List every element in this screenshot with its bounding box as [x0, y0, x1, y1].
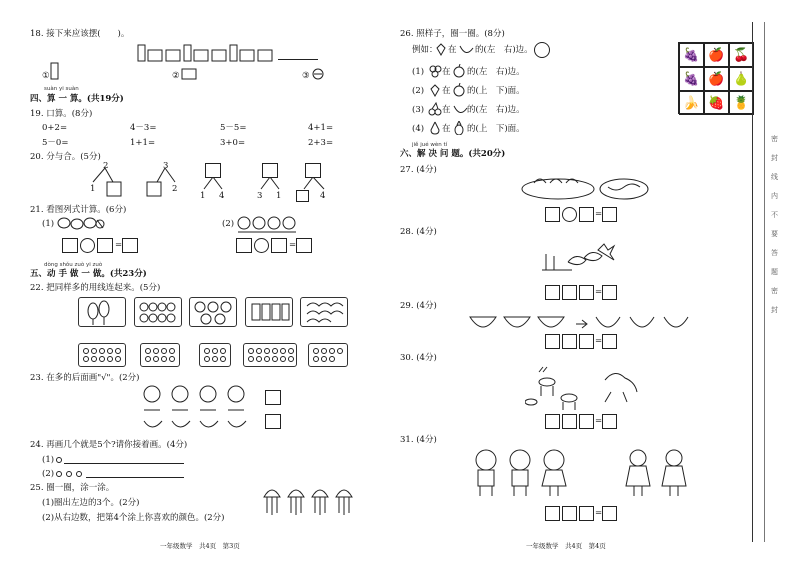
birds-on-branch-icon	[540, 240, 620, 279]
q21-1-box2[interactable]	[97, 238, 113, 253]
q28-box3[interactable]	[579, 285, 594, 300]
q31-box1[interactable]	[545, 506, 560, 521]
binding-line-2	[764, 22, 765, 542]
grapes-icon: 🍇	[679, 67, 704, 91]
split-tree-5-box	[296, 190, 309, 202]
grapes-icon: 🍇	[679, 43, 704, 67]
banana-icon: 🍌	[679, 91, 704, 115]
jellyfish-icon[interactable]	[262, 483, 358, 524]
q20-n5: 1	[200, 191, 206, 201]
q19-r2c1: 5－0=	[42, 138, 69, 148]
q21-2-eq: =	[289, 240, 297, 250]
q19-r1c2: 4－3=	[130, 123, 157, 133]
q18-opt1: ①	[42, 71, 50, 81]
q18-opt2: ②	[172, 71, 180, 81]
cherry-icon: 🍒	[729, 43, 754, 67]
q26-example-circle	[534, 42, 550, 58]
monkeys-icon	[140, 384, 260, 417]
q28-box4[interactable]	[602, 285, 617, 300]
apple-icon	[452, 64, 466, 81]
q26-ex-tail: 的(左 右)边。	[475, 45, 533, 55]
q26-3-mid: 在	[442, 105, 451, 115]
sec4-pinyin: suàn yi suàn	[44, 86, 79, 92]
q27-eq: =	[595, 209, 603, 219]
q20-title: 20. 分与合。(5分)	[30, 152, 101, 162]
q26-4-mid: 在	[442, 124, 451, 134]
q22-dots-1[interactable]	[78, 343, 126, 367]
q21-1-box3[interactable]	[122, 238, 138, 253]
bananas-icon	[140, 415, 260, 436]
q24-circle	[56, 471, 62, 477]
q22-dots-2[interactable]	[140, 343, 180, 367]
q27-box3[interactable]	[602, 207, 617, 222]
q23-check-box-1[interactable]	[265, 390, 281, 405]
footer-left: 一年级数学 共4页 第3页	[160, 542, 240, 550]
q21-2-box3[interactable]	[296, 238, 312, 253]
q25-title: 25. 圈一圈，涂一涂。	[30, 483, 115, 493]
q26-4-tail: 的(上 下)面。	[467, 124, 525, 134]
deer-icon	[525, 366, 640, 415]
q26-2-no: (2)	[412, 86, 425, 96]
q30-box1[interactable]	[545, 414, 560, 429]
q19-r2c2: 1+1=	[130, 138, 156, 148]
q26-1-tail: 的(左 右)边。	[467, 67, 525, 77]
q19-r2c3: 3+0=	[220, 138, 246, 148]
q26-2-mid: 在	[442, 86, 451, 96]
strawberry-icon: 🍓	[704, 91, 729, 115]
q31-box3[interactable]	[579, 506, 594, 521]
fruit-grid	[678, 42, 754, 114]
split-tree-5-top	[305, 163, 321, 178]
q19-r2c4: 2+3=	[308, 138, 334, 148]
q26-2-tail: 的(上 下)面。	[467, 86, 525, 96]
sec5-pinyin: dòng shǒu zuò yi zuò	[44, 262, 103, 268]
q29-box2[interactable]	[562, 334, 577, 349]
banana-icon	[452, 102, 468, 119]
pineapple-icon	[452, 121, 466, 138]
split-tree-3-top	[205, 163, 221, 178]
q26-ex-mid: 在	[448, 45, 457, 55]
binding-text: 密 封 线 内 不 要 答 题 密 封	[771, 135, 778, 314]
opt1-block-icon	[50, 62, 60, 83]
q20-n6: 4	[219, 191, 225, 201]
q27-op[interactable]	[562, 207, 577, 222]
q24-line-2[interactable]	[86, 477, 184, 478]
q18-title: 18. 接下来应该摆( )。	[30, 29, 130, 39]
q24-circle	[66, 471, 72, 477]
q24-line-1[interactable]	[64, 463, 184, 464]
q30-box4[interactable]	[602, 414, 617, 429]
grapes-icon	[428, 64, 442, 81]
q24-p2: (2)	[42, 469, 55, 479]
q20-n9: 4	[320, 191, 326, 201]
q25-p2: (2)从右边数，把第4个涂上你喜欢的颜色。(2分)	[42, 513, 225, 523]
q21-2-box2[interactable]	[271, 238, 287, 253]
banana-icon	[458, 42, 474, 59]
q29-box3[interactable]	[579, 334, 594, 349]
q30-title: 30. (4分)	[400, 353, 437, 363]
split-tree-4-top	[262, 163, 278, 178]
q20-n8: 1	[276, 191, 282, 201]
q21-p1: (1)	[42, 219, 55, 229]
q21-1-eq: =	[115, 240, 123, 250]
q21-p2: (2)	[222, 219, 235, 229]
q28-eq: =	[595, 287, 603, 297]
q27-box1[interactable]	[545, 207, 560, 222]
q31-title: 31. (4分)	[400, 435, 437, 445]
q22-pic-1[interactable]	[78, 297, 126, 327]
apples-group-icon	[57, 215, 105, 234]
q22-pic-2[interactable]	[134, 297, 182, 327]
q20-n3: 3	[163, 161, 169, 171]
q18-opt3: ③	[302, 71, 310, 81]
q23-title: 23. 在多的后面画"√"。(2分)	[30, 373, 140, 383]
q25-p1: (1)圈出左边的3个。(2分)	[42, 498, 140, 508]
q22-title: 22. 把同样多的用线连起来。(5分)	[30, 283, 161, 293]
q29-box4[interactable]	[602, 334, 617, 349]
q28-box1[interactable]	[545, 285, 560, 300]
pear-icon	[428, 121, 442, 138]
q20-n2: 1	[90, 184, 96, 194]
q24-circle	[56, 457, 62, 463]
block-sequence	[136, 42, 296, 67]
q26-1-no: (1)	[412, 67, 425, 77]
q26-example: 例如：	[412, 45, 438, 55]
q31-box2[interactable]	[562, 506, 577, 521]
sec5-heading: 五、动 手 做 一 做。(共23分)	[30, 269, 147, 279]
apple-icon: 🍎	[704, 67, 729, 91]
children-icon	[470, 448, 700, 501]
q26-3-no: (3)	[412, 105, 425, 115]
q20-n1: 2	[103, 161, 109, 171]
pear-icon: 🍐	[729, 67, 754, 91]
q19-title: 19. 口算。(8分)	[30, 109, 93, 119]
sec4-heading: 四、算 一 算。(共19分)	[30, 94, 124, 104]
q21-2-op[interactable]	[254, 238, 269, 253]
q28-title: 28. (4分)	[400, 227, 437, 237]
q29-eq: =	[595, 336, 603, 346]
sec6-pinyin: jiě jué wèn tí	[412, 142, 448, 148]
opt3-block-icon	[311, 68, 325, 83]
q20-n7: 3	[257, 191, 263, 201]
q27-box2[interactable]	[579, 207, 594, 222]
q19-r1c4: 4+1=	[308, 123, 334, 133]
q26-1-mid: 在	[442, 67, 451, 77]
q30-box3[interactable]	[579, 414, 594, 429]
q21-1-box1[interactable]	[62, 238, 78, 253]
q22-pic-4[interactable]	[245, 297, 293, 327]
q26-title: 26. 照样子，圈一圈。(8分)	[400, 29, 505, 39]
cherry-icon	[428, 102, 442, 119]
answer-line	[278, 59, 318, 60]
q30-eq: =	[595, 416, 603, 426]
q27-title: 27. (4分)	[400, 165, 437, 175]
strawberry-icon	[434, 42, 448, 59]
apple-icon	[452, 83, 466, 100]
q31-eq: =	[595, 508, 603, 518]
q19-r1c1: 0+2=	[42, 123, 68, 133]
sec6-heading: 六、解 决 问 题。(共20分)	[400, 149, 506, 159]
q26-3-tail: 的(左 右)边。	[467, 105, 525, 115]
opt2-block-icon	[181, 68, 197, 83]
q28-box2[interactable]	[562, 285, 577, 300]
q22-dots-4[interactable]	[243, 343, 297, 367]
flowers-group-icon	[236, 214, 298, 237]
q22-pic-5[interactable]	[300, 297, 348, 327]
q21-1-op[interactable]	[80, 238, 95, 253]
footer-right: 一年级数学 共4页 第4页	[526, 542, 606, 550]
apple-icon: 🍎	[704, 43, 729, 67]
q26-4-no: (4)	[412, 124, 425, 134]
q29-title: 29. (4分)	[400, 301, 437, 311]
q24-circle	[76, 471, 82, 477]
q22-dots-3[interactable]	[199, 343, 231, 367]
q19-r1c3: 5－5=	[220, 123, 247, 133]
q24-p1: (1)	[42, 455, 55, 465]
q20-n4: 2	[172, 184, 178, 194]
q29-box1[interactable]	[545, 334, 560, 349]
q30-box2[interactable]	[562, 414, 577, 429]
q21-title: 21. 看图列式计算。(6分)	[30, 205, 127, 215]
q31-box4[interactable]	[602, 506, 617, 521]
q22-pic-3[interactable]	[189, 297, 237, 327]
strawberry-icon	[428, 83, 442, 100]
q24-title: 24. 再画几个就是5个?请你接着画。(4分)	[30, 440, 188, 450]
q21-2-box1[interactable]	[236, 238, 252, 253]
pineapple-icon: 🍍	[729, 91, 754, 115]
binding-line-1	[752, 22, 753, 542]
q23-check-box-2[interactable]	[265, 414, 281, 429]
fish-plate-icon	[520, 173, 650, 204]
q22-dots-5[interactable]	[308, 343, 348, 367]
